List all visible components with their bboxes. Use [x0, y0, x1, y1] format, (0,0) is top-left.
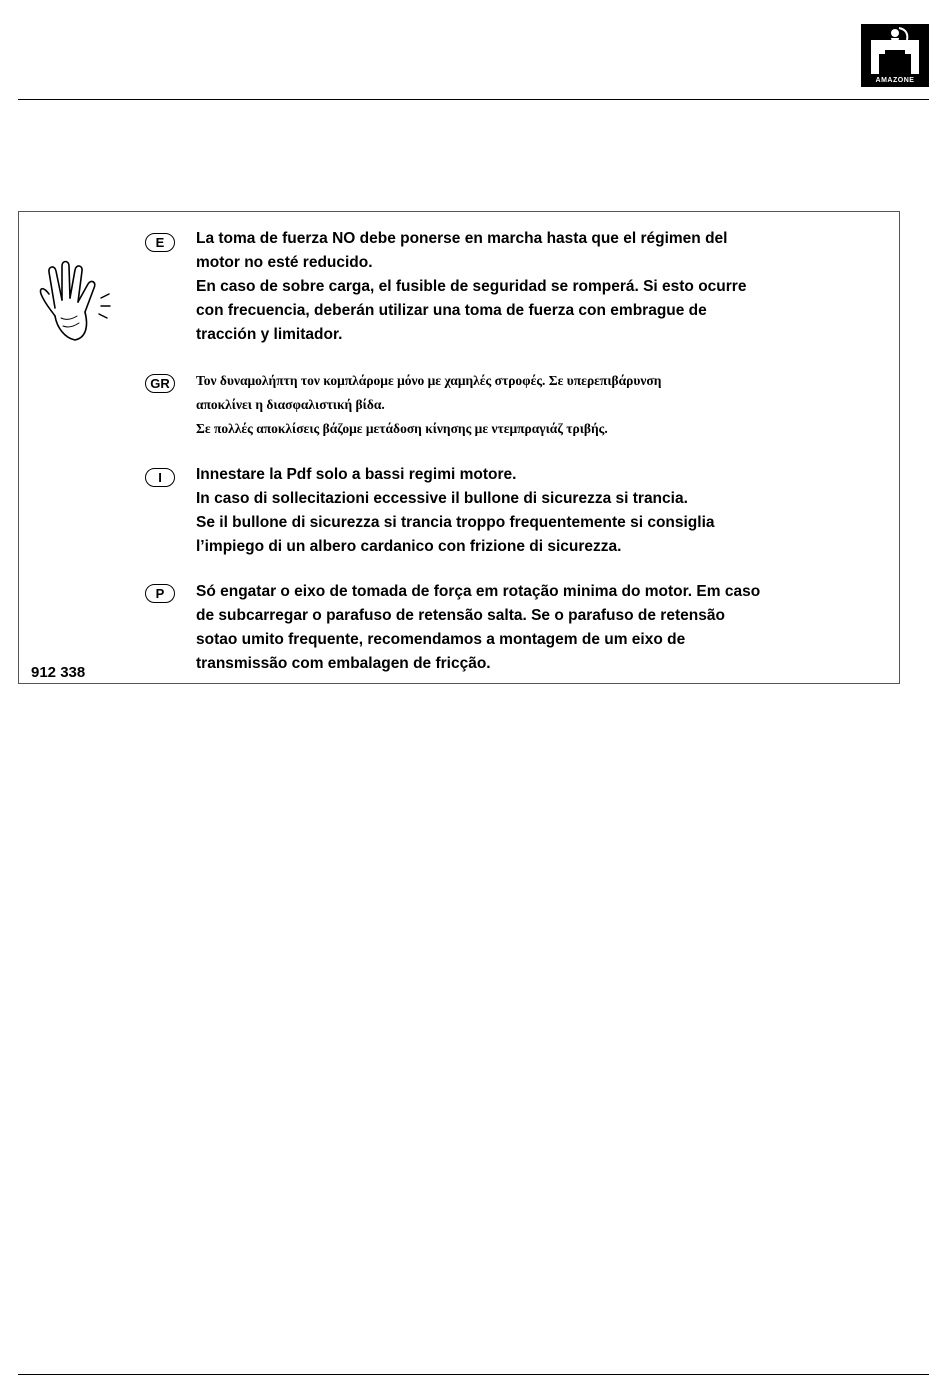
section-text-i: Innestare la Pdf solo a bassi regimi motore. In caso di sollecitazioni eccessive il bullone di sicurezza si trancia. Se il bullone di sicurezza si trancia troppo frequentemente si consiglia l’impiego di un albero cardanico con frizione di sicurezza.	[196, 466, 715, 555]
part-code-number: 912 338	[31, 664, 86, 681]
section-text-p: Só engatar o eixo de tomada de força em rotação minima do motor. Em caso de subcarregar o parafuso de retensão salta. Se o parafuso de retensão sotao umito frequente, recomendamos a montagem de um eixo de transmissão com embalagen de fricção.	[196, 583, 761, 672]
section-text-gr: Τον δυναμολήπτη τον κομπλάρομε μόνο με χαμηλές στροφές. Σε υπερεπιβάρυνση αποκλίνει η διασφαλιστική βίδα. Σε πολλές αποκλίσεις βάζομε μετάδοση κίνησης με ντεμπραγιάζ τριβής.	[196, 373, 662, 436]
lang-badge-i: I	[145, 468, 175, 487]
lang-badge-p: P	[145, 584, 175, 603]
header-divider	[18, 99, 929, 100]
section-text-e: La toma de fuerza NO debe ponerse en marcha hasta que el régimen del motor no esté reducido. En caso de sobre carga, el fusible de seguridad se romperá. Si esto ocurre con frecuencia, deberán utilizar una toma de fuerza con embrague de tracción y limitador.	[196, 230, 747, 343]
amazone-logo	[861, 24, 929, 87]
safety-notice-box	[18, 211, 900, 684]
lang-badge-gr: GR	[145, 374, 175, 393]
footer-divider	[18, 1374, 929, 1375]
hand-stop-icon	[35, 258, 113, 346]
lang-badge-e: E	[145, 233, 175, 252]
logo-text: AMAZONE	[875, 77, 915, 84]
